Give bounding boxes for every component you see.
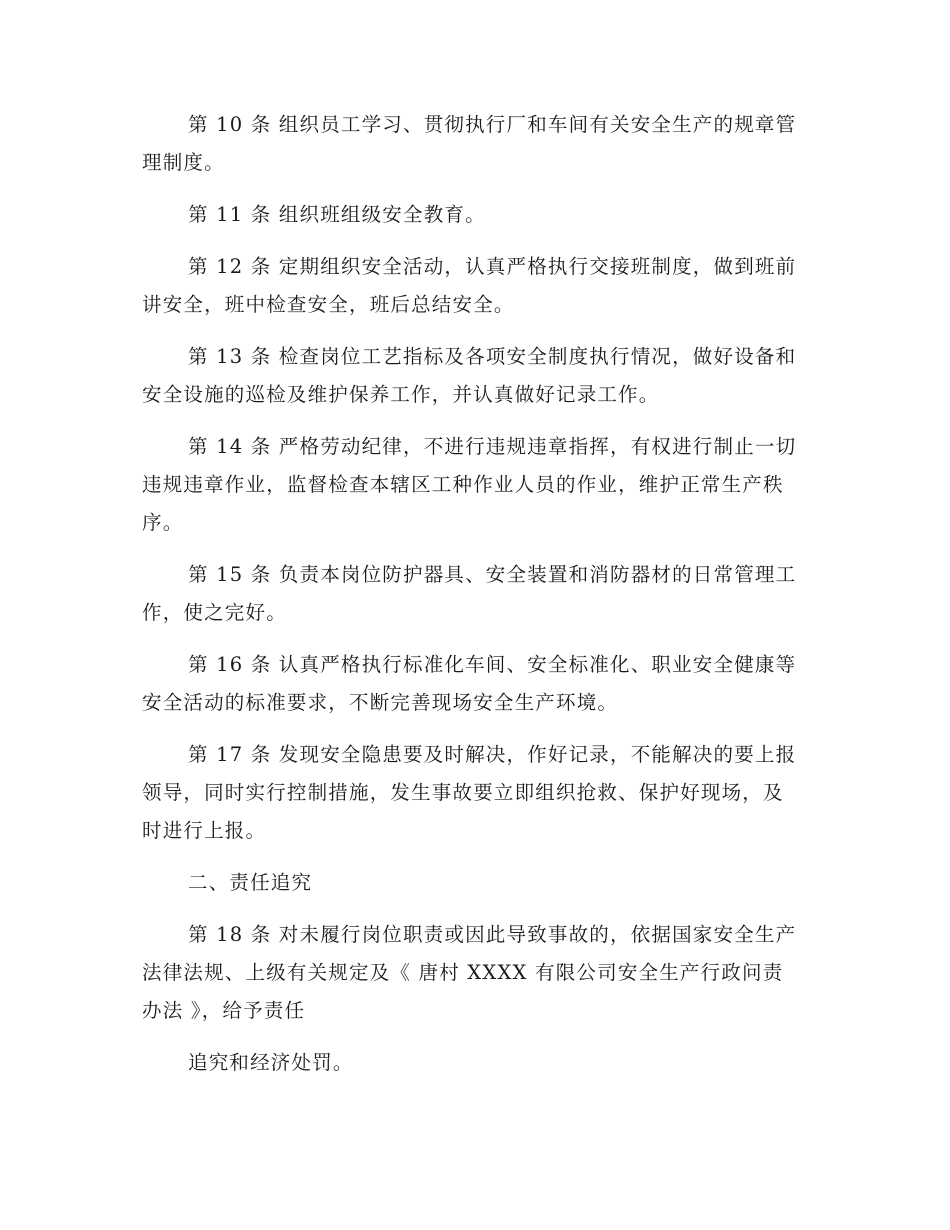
article-17: 第 17 条 发现安全隐患要及时解决，作好记录，不能解决的要上报领导，同时实行控制措施，发生事故要立即组织抢救、保护好现场，及时进行上报。 — [142, 743, 797, 842]
article-13: 第 13 条 检查岗位工艺指标及各项安全制度执行情况，做好设备和安全设施的巡检及维护保养工作，并认真做好记录工作。 — [142, 345, 797, 406]
article-15: 第 15 条 负责本岗位防护器具、安全装置和消防器材的日常管理工作，使之完好。 — [142, 563, 797, 624]
article-10: 第 10 条 组织员工学习、贯彻执行厂和车间有关安全生产的规章管理制度。 — [142, 113, 797, 174]
article-14: 第 14 条 严格劳动纪律，不进行违规违章指挥，有权进行制止一切违规违章作业，监督检查本辖区工种作业人员的作业，维护正常生产秩序。 — [142, 435, 797, 534]
document-page — [142, 106, 802, 1096]
article-11: 第 11 条 组织班组级安全教育。 — [188, 203, 486, 226]
section-heading-accountability: 二、责任追究 — [188, 871, 313, 894]
article-12: 第 12 条 定期组织安全活动，认真严格执行交接班制度，做到班前讲安全，班中检查安全，班后总结安全。 — [142, 255, 797, 316]
article-18-continuation: 追究和经济处罚。 — [188, 1051, 354, 1074]
article-18: 第 18 条 对未履行岗位职责或因此导致事故的，依据国家安全生产法律法规、上级有关规定及《 唐村 XXXX 有限公司安全生产行政问责办法 》，给予责任 — [142, 923, 797, 1022]
article-16: 第 16 条 认真严格执行标准化车间、安全标准化、职业安全健康等安全活动的标准要求，不断完善现场安全生产环境。 — [142, 653, 797, 714]
